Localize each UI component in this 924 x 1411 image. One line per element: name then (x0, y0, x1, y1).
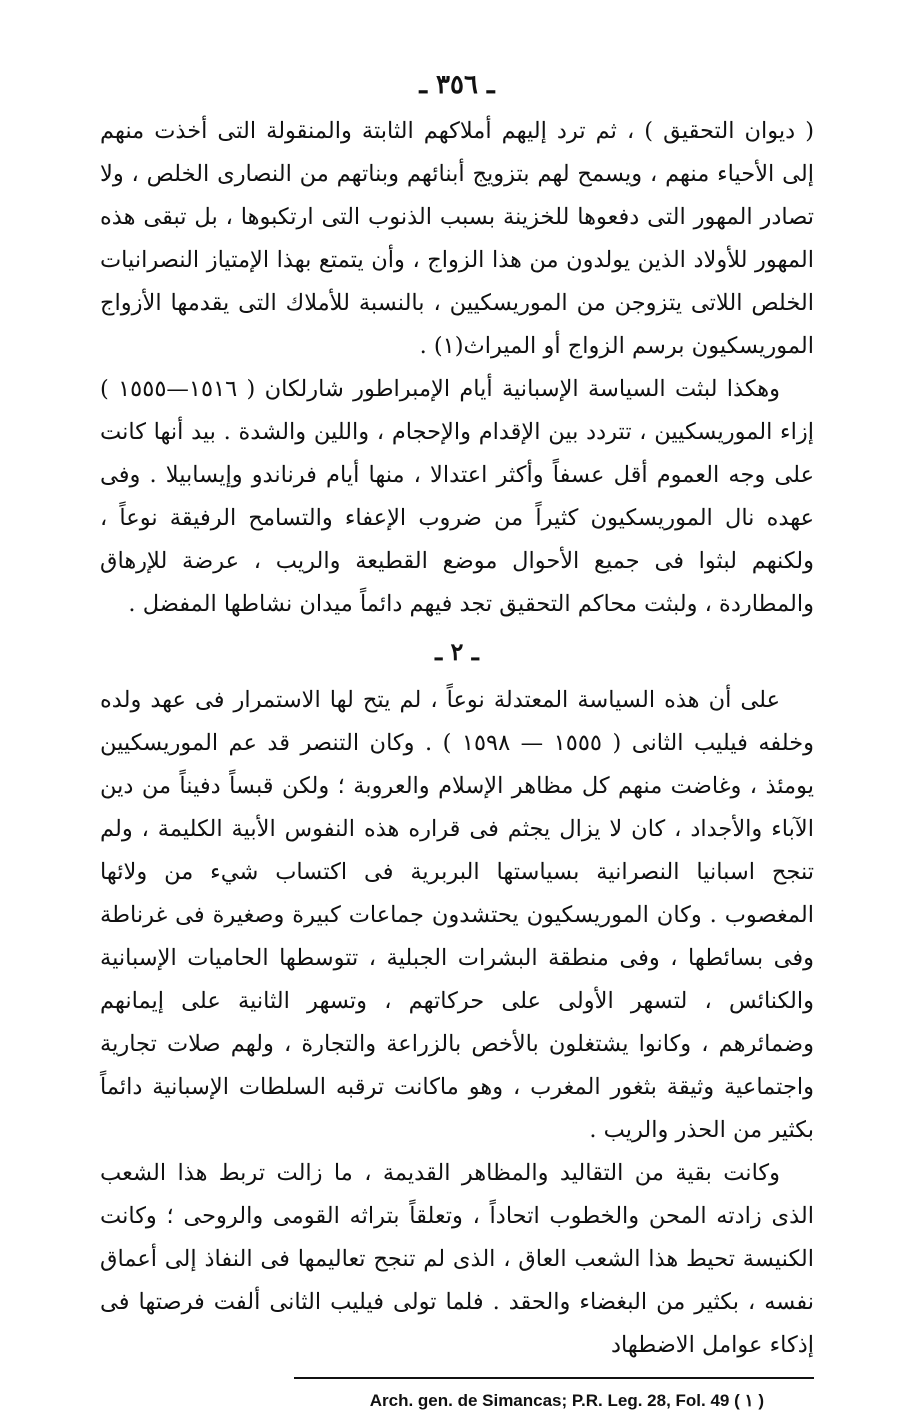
section-number: ـ ٢ ـ (435, 637, 479, 666)
paragraph: ( ديوان التحقيق ) ، ثم ترد إليهم أملاكهم الثابتة والمنقولة التى أخذت منهم إلى الأحياء منهم ، ويسمح لهم بتزويج أبنائهم وبناتهم من النصارى الخلص ، ولا تصادر المهور التى دفعوها للخزينة بسبب الذنوب التى ارتكبوها ، بل تبقى هذه المهور للأولاد الذين يولدون من هذا الزواج ، وأن يتمتع بهذا الإمتياز النصرانيات الخلص اللاتى يتزوجن من الموريسكيين ، بالنسبة للأملاك التى يقدمها الأزواج الموريسكيون برسم الزواج أو الميراث(١) . (100, 118, 814, 359)
page-number: ـ ٣٥٦ ـ (419, 70, 495, 100)
footnote: Arch. gen. de Simancas; P.R. Leg. 28, Fol. 49 ( ١ ) (369, 1391, 764, 1410)
paragraph: وهكذا لبثت السياسة الإسبانية أيام الإمبراطور شارلكان ( ١٥١٦—١٥٥٥ ) إزاء الموريسكيين ، تتردد بين الإقدام والإحجام ، واللين والشدة . بيد أنها كانت على وجه العموم أقل عسفاً وأكثر اعتدالا ، منها أيام فرناندو وإيسابيلا . وفى عهده نال الموريسكيون كثيراً من ضروب الإعفاء والتسامح الرفيقة نوعاً ، ولكنهم لبثوا فى جميع الأحوال موضع القطيعة والريب ، عرضة للإرهاق والمطاردة ، ولبثت محاكم التحقيق تجد فيهم دائماً ميدان نشاطها المفضل . (100, 376, 814, 617)
main-text (100, 110, 814, 1367)
paragraph: على أن هذه السياسة المعتدلة نوعاً ، لم يتح لها الاستمرار فى عهد ولده وخلفه فيليب الثانى ( ١٥٥٥ — ١٥٩٨ ) . وكان التنصر قد عم الموريسكيين يومئذ ، وغاضت منهم كل مظاهر الإسلام والعروبة ؛ ولكن قبساً دفيناً من دين الآباء والأجداد ، كان لا يزال يجثم فى قراره هذه النفوس الأبية الكليمة ، ولم تنجح اسبانيا النصرانية بسياستها البربرية فى اكتساب شيء من ولائها المغصوب . وكان الموريسكيون يحتشدون جماعات كبيرة وصغيرة فى غرناطة وفى بسائطها ، وفى منطقة البشرات الجبلية ، تتوسطها الحاميات الإسبانية والكنائس ، لتسهر الأولى على حركاتهم ، وتسهر الثانية على إيمانهم وضمائرهم ، وكانوا يشتغلون بالأخص بالزراعة والتجارة ، ولهم صلات تجارية واجتماعية وثيقة بثغور المغرب ، وهو ماكانت ترقبه السلطات الإسبانية دائماً بكثير من الحذر والريب . (100, 687, 814, 1143)
paragraph: وكانت بقية من التقاليد والمظاهر القديمة ، ما زالت تربط هذا الشعب الذى زادته المحن والخطوب اتحاداً ، وتعلقاً بتراثه القومى والروحى ؛ وكانت الكنيسة تحيط هذا الشعب العاق ، الذى لم تنجح تعاليمها فى النفاذ إلى أعماق نفسه ، بكثير من البغضاء والحقد . فلما تولى فيليب الثانى ألفت فرصتها فى إذكاء عوامل الاضطهاد (100, 1160, 814, 1358)
footnote-area (100, 1377, 814, 1411)
footnote-divider (294, 1377, 814, 1379)
